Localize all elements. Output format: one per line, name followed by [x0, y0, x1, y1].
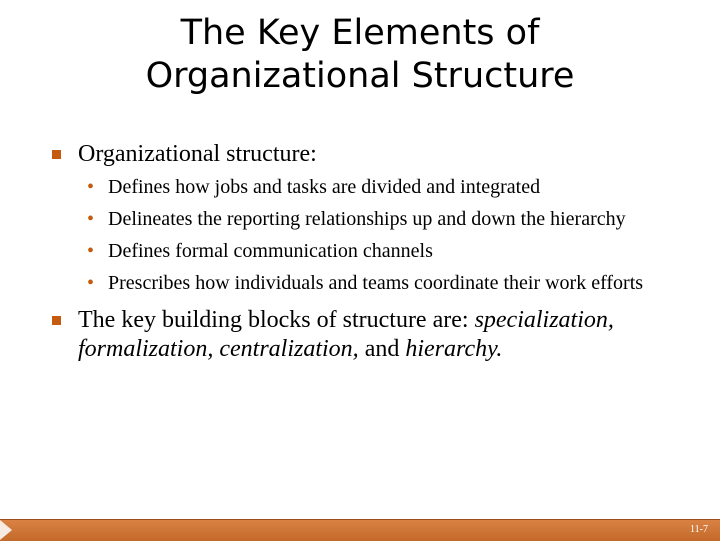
sub-bullet-item — [78, 239, 692, 264]
sub-bullet-list — [78, 175, 692, 296]
bullet-organizational-structure — [52, 140, 692, 296]
slide-content — [52, 140, 692, 364]
sub-bullet-item — [78, 175, 692, 200]
page-number: 11-7 — [690, 524, 708, 535]
square-bullet-icon — [52, 316, 61, 325]
sub-bullet-text: Delineates the reporting relationships up and down the hierarchy — [108, 208, 626, 230]
bullet-building-blocks — [52, 306, 692, 364]
footer-arrow-icon — [0, 520, 12, 540]
sub-bullet-text: Prescribes how individuals and teams coordinate their work efforts — [108, 272, 644, 294]
slide-title — [0, 12, 720, 98]
sub-bullet-item — [78, 271, 692, 296]
bullet-text-italic-terms: specialization, formalization, centralization, — [78, 307, 614, 362]
slide-title-line-1: The Key Elements of — [180, 13, 540, 53]
slide-title-line-2: Organizational Structure — [145, 56, 575, 96]
bullet-text-and: and — [358, 336, 406, 362]
bullet-text-italic-hierarchy: hierarchy. — [405, 336, 503, 362]
dot-bullet-icon: • — [87, 240, 95, 262]
footer-bar — [0, 519, 720, 541]
square-bullet-icon — [52, 150, 61, 159]
sub-bullet-text: Defines how jobs and tasks are divided and integrated — [108, 176, 541, 198]
bullet-text: Organizational structure: — [78, 141, 317, 167]
bullet-text-prefix: The key building blocks of structure are: — [78, 307, 475, 333]
sub-bullet-item — [78, 207, 692, 232]
dot-bullet-icon: • — [87, 208, 95, 230]
dot-bullet-icon: • — [87, 272, 95, 294]
dot-bullet-icon: • — [87, 176, 95, 198]
sub-bullet-text: Defines formal communication channels — [108, 240, 433, 262]
